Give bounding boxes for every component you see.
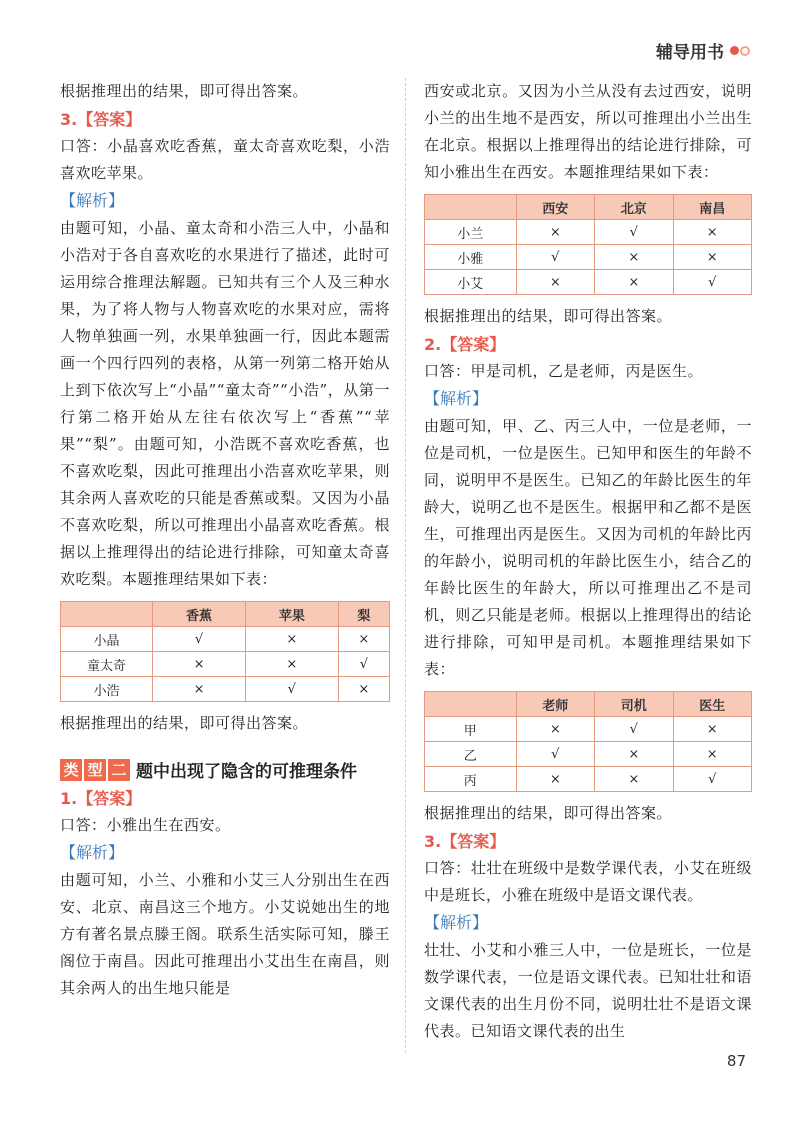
section-heading xyxy=(60,757,390,782)
intro-text: 根据推理出的结果，即可得出答案。 xyxy=(60,82,309,100)
birthplace-table xyxy=(424,194,752,295)
table-cell: × xyxy=(673,717,751,742)
q3-analysis: 由题可知，小晶、童太奇和小浩三人中，小晶和小浩对于各自喜欢吃的水果进行了描述，此时可运用综合推理法解题。已知共有三个人及三种水果，为了将人物与人物喜欢吃的水果对应，需将人物单独画一列，水果单独画一行，因此本题需画一个四行四列的表格，从第一列第二格开始从上到下依次写上“小晶”“童太奇”“小浩”，从第一行第二格开始从左往右依次写上“香蕉”“苹果”“梨”。由题可知，小浩既不喜欢吃香蕉，也不喜欢吃梨，因此可推理出小浩喜欢吃苹果，则其余两人喜欢吃的只能是香蕉或梨。又因为小晶不喜欢吃梨，所以可推理出小晶喜欢吃香蕉。根据以上推理得出的结论进行排除，可知童太奇喜欢吃梨。本题推理结果如下表： xyxy=(60,219,390,588)
table-header-cell: 西安 xyxy=(516,195,594,220)
q1-analysis-continued: 西安或北京。又因为小兰从没有去过西安，说明小兰的出生地不是西安，所以可推理出小兰出生在北京。根据以上推理得出的结论进行排除，可知小雅出生在西安。本题推理结果如下表： xyxy=(424,82,752,181)
section-tag-char: 型 xyxy=(84,759,106,781)
q3-answer-label: 3.【答案】 xyxy=(60,110,142,129)
table-row xyxy=(61,627,390,652)
table-header-row xyxy=(425,692,752,717)
table-cell: × xyxy=(245,652,338,677)
q2-answer: 口答：甲是司机，乙是老师，丙是医生。 xyxy=(424,362,704,380)
table-cell: × xyxy=(673,742,751,767)
table-cell: 童太奇 xyxy=(61,652,153,677)
table-header-cell xyxy=(425,692,517,717)
table-header-row xyxy=(61,602,390,627)
occupation-table xyxy=(424,691,752,792)
table-cell: × xyxy=(338,627,389,652)
table-cell: × xyxy=(595,270,673,295)
section-tag-char: 类 xyxy=(60,759,82,781)
q2-analysis: 由题可知，甲、乙、丙三人中，一位是老师，一位是司机，一位是医生。已知甲和医生的年龄不同，说明甲不是医生。已知乙的年龄比医生的年龄大，说明乙也不是医生。根据甲和乙都不是医生，可推理出丙是医生。又因为司机的年龄比丙的年龄小，说明司机的年龄比医生小，结合乙的年龄比医生的年龄大，所以可推理出乙不是司机，则乙只能是老师。根据以上推理得出的结论进行排除，可知甲是司机。本题推理结果如下表： xyxy=(424,417,752,678)
q3r-answer: 口答：壮壮在班级中是数学课代表，小艾在班级中是班长，小雅在班级中是语文课代表。 xyxy=(424,859,752,904)
table-cell: 小浩 xyxy=(61,677,153,702)
table-row xyxy=(425,717,752,742)
q2-analysis-label: 【解析】 xyxy=(424,389,489,408)
table-cell: × xyxy=(673,245,751,270)
table-cell: √ xyxy=(595,717,673,742)
page-header xyxy=(656,38,750,63)
table-cell: 乙 xyxy=(425,742,517,767)
section-title: 题中出现了隐含的可推理条件 xyxy=(136,762,357,782)
table-cell: × xyxy=(516,270,594,295)
table-cell: × xyxy=(338,677,389,702)
q1-after-text: 根据推理出的结果，即可得出答案。 xyxy=(424,307,673,325)
table-row xyxy=(425,220,752,245)
q3-after-text: 根据推理出的结果，即可得出答案。 xyxy=(60,714,309,732)
page-number: 87 xyxy=(726,1052,746,1070)
q1-answer-label: 1.【答案】 xyxy=(60,789,142,808)
table-header-cell xyxy=(61,602,153,627)
table-row xyxy=(425,270,752,295)
q3-answer: 口答：小晶喜欢吃香蕉，童太奇喜欢吃梨，小浩喜欢吃苹果。 xyxy=(60,137,390,182)
table-header-cell xyxy=(425,195,517,220)
table-cell: 小兰 xyxy=(425,220,517,245)
table-cell: 甲 xyxy=(425,717,517,742)
table-cell: × xyxy=(516,767,594,792)
table-row xyxy=(61,677,390,702)
q2-after-text: 根据推理出的结果，即可得出答案。 xyxy=(424,804,673,822)
table-header-cell: 司机 xyxy=(595,692,673,717)
table-cell: × xyxy=(673,220,751,245)
table-header-cell: 老师 xyxy=(516,692,594,717)
column-divider xyxy=(405,78,406,1053)
table-cell: √ xyxy=(673,270,751,295)
q1-analysis: 由题可知，小兰、小雅和小艾三人分别出生在西安、北京、南昌这三个地方。小艾说她出生的地方有著名景点滕王阁。联系生活实际可知，滕王阁位于南昌。因此可推理出小艾出生在南昌，则其余两人的出生地只能是 xyxy=(60,871,390,997)
q3r-answer-label: 3.【答案】 xyxy=(424,832,506,851)
right-column xyxy=(424,78,752,1045)
table-cell: √ xyxy=(673,767,751,792)
table-cell: √ xyxy=(516,245,594,270)
table-cell: √ xyxy=(595,220,673,245)
section-tag-char: 二 xyxy=(108,759,130,781)
q3-analysis-label: 【解析】 xyxy=(60,191,125,210)
table-cell: 小雅 xyxy=(425,245,517,270)
table-cell: × xyxy=(245,627,338,652)
table-header-row xyxy=(425,195,752,220)
table-cell: 小晶 xyxy=(61,627,153,652)
header-title: 辅导用书 xyxy=(656,43,724,63)
table-cell: √ xyxy=(516,742,594,767)
table-row xyxy=(61,652,390,677)
left-column xyxy=(60,78,390,1002)
table-cell: × xyxy=(516,220,594,245)
q3r-analysis: 壮壮、小艾和小雅三人中，一位是班长，一位是数学课代表，一位是语文课代表。已知壮壮和语文课代表的出生月份不同，说明壮壮不是语文课代表。已知语文课代表的出生 xyxy=(424,941,752,1040)
table-cell: 丙 xyxy=(425,767,517,792)
table-cell: √ xyxy=(245,677,338,702)
table-header-cell: 医生 xyxy=(673,692,751,717)
table-header-cell: 香蕉 xyxy=(153,602,246,627)
table-header-cell: 梨 xyxy=(338,602,389,627)
header-dots-icon xyxy=(730,46,750,56)
table-header-cell: 苹果 xyxy=(245,602,338,627)
table-cell: × xyxy=(595,767,673,792)
table-row xyxy=(425,245,752,270)
table-cell: × xyxy=(595,245,673,270)
table-cell: × xyxy=(516,717,594,742)
table-cell: × xyxy=(153,652,246,677)
table-cell: × xyxy=(595,742,673,767)
table-cell: √ xyxy=(153,627,246,652)
table-row xyxy=(425,742,752,767)
q1-analysis-label: 【解析】 xyxy=(60,843,125,862)
q2-answer-label: 2.【答案】 xyxy=(424,335,506,354)
table-header-cell: 南昌 xyxy=(673,195,751,220)
table-cell: 小艾 xyxy=(425,270,517,295)
table-cell: × xyxy=(153,677,246,702)
q3r-analysis-label: 【解析】 xyxy=(424,913,489,932)
fruit-table xyxy=(60,601,390,702)
table-row xyxy=(425,767,752,792)
table-cell: √ xyxy=(338,652,389,677)
table-header-cell: 北京 xyxy=(595,195,673,220)
q1-answer: 口答：小雅出生在西安。 xyxy=(60,816,231,834)
